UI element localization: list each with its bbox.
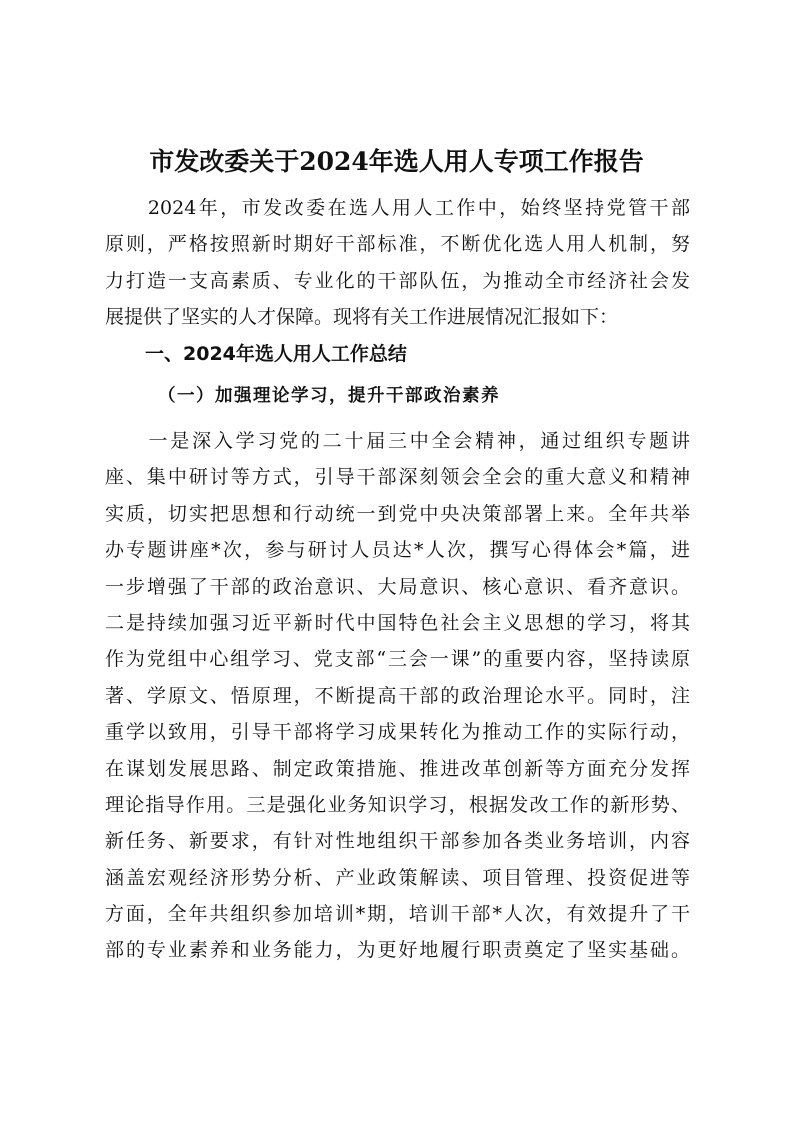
intro-line: 2024年，市发改委在选人用人工作中，始终坚持党管干部 <box>105 197 690 219</box>
body-line: 作为党组中心组学习、党支部“三会一课”的重要内容，坚持读原 <box>105 648 690 671</box>
body-line: 涵盖宏观经济形势分析、产业政策解读、项目管理、投资促进等 <box>105 866 690 889</box>
subsection-heading: （一）加强理论学习，提升干部政治素养 <box>158 386 500 406</box>
intro-line: 力打造一支高素质、专业化的干部队伍，为推动全市经济社会发 <box>105 269 690 292</box>
body-line: 部的专业素养和业务能力，为更好地履行职责奠定了坚实基础。 <box>105 939 690 962</box>
body-line: 一步增强了干部的政治意识、大局意识、核心意识、看齐意识。 <box>105 575 690 598</box>
body-line: 一是深入学习党的二十届三中全会精神，通过组织专题讲 <box>105 430 690 452</box>
body-line: 办专题讲座*次，参与研讨人员达*人次，撰写心得体会*篇，进 <box>105 539 690 562</box>
section-heading: 一、2024年选人用人工作总结 <box>145 343 407 365</box>
body-paragraph <box>105 423 690 969</box>
body-line: 实质，切实把思想和行动统一到党中央决策部署上来。全年共举 <box>105 502 690 525</box>
intro-line: 原则，严格按照新时期好干部标准，不断优化选人用人机制，努 <box>105 233 690 256</box>
document-title: 市发改委关于2024年选人用人专项工作报告 <box>149 147 644 176</box>
body-line: 二是持续加强习近平新时代中国特色社会主义思想的学习，将其 <box>105 611 690 634</box>
intro-paragraph <box>105 190 690 336</box>
body-line: 座、集中研讨等方式，引导干部深刻领会全会的重大意义和精神 <box>105 466 690 489</box>
body-line: 方面，全年共组织参加培训*期，培训干部*人次，有效提升了干 <box>105 903 690 926</box>
body-line: 著、学原文、悟原理，不断提高干部的政治理论水平。同时，注 <box>105 684 690 707</box>
body-line: 理论指导作用。三是强化业务知识学习，根据发改工作的新形势、 <box>105 793 690 816</box>
body-line: 在谋划发展思路、制定政策措施、推进改革创新等方面充分发挥 <box>105 757 690 780</box>
body-line: 新任务、新要求，有针对性地组织干部参加各类业务培训，内容 <box>105 830 690 853</box>
body-line: 重学以致用，引导干部将学习成果转化为推动工作的实际行动， <box>105 721 690 744</box>
intro-line: 展提供了坚实的人才保障。现将有关工作进展情况汇报如下： <box>105 306 619 329</box>
